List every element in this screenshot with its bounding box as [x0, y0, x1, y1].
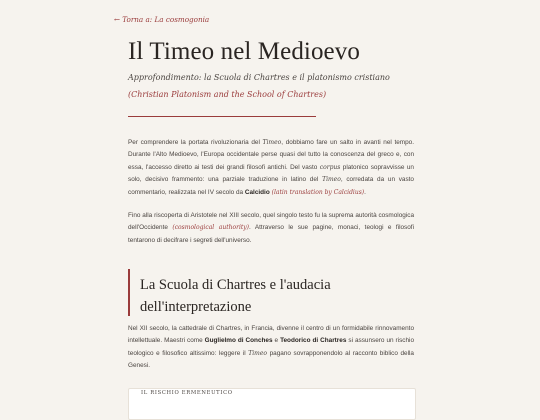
paragraph-aristotle: Fino alla riscoperta di Aristotele nel XIII secolo, quel singolo testo fu la suprema autorità cosmologica dell'Occidente (cosmological authority). Attraverso le sue pagine, monaci, teologi e filosofi tentarono di decifrare i segreti dell'universo. — [128, 212, 414, 244]
title-divider — [128, 116, 316, 117]
section-heading-block — [128, 269, 416, 316]
timeo-title: Timeo — [248, 349, 268, 357]
page-title: Il Timeo nel Medioevo — [128, 38, 360, 65]
page-subtitle-english: (Christian Platonism and the School of Chartres) — [128, 90, 327, 99]
calcidio-name: Calcidio — [244, 188, 270, 196]
paragraph-intro: Per comprendere la portata rivoluzionaria del Timeo, dobbiamo fare un salto in avanti nel tempo. Durante l'Alto Medioevo, l'Europa occidentale perse quasi del tutto la conoscenza del greco e, con essa, l'accesso diretto ai testi dei grandi filosofi antichi. Del vasto corpus platonico sopravvisse un solo, decisivo frammento: una parziale traduzione in latino del Timeo, corredata da un vasto commentario, realizzata nel IV secolo da Calcidio (latin translation by Calcidius). — [128, 139, 414, 196]
guglielmo-name: Guglielmo di Conches — [204, 337, 273, 345]
card-label: IL RISCHIO ERMENEUTICO — [141, 390, 233, 396]
page-subtitle: Approfondimento: la Scuola di Chartres e il platonismo cristiano — [128, 73, 390, 82]
timeo-title: Timeo — [322, 176, 341, 184]
paragraph-chartres: Nel XII secolo, la cattedrale di Chartres, in Francia, divenne il centro di un formidabile rinnovamento intellettuale. Maestri come Guglielmo di Conches e Teodorico di Chartres si assunsero un rischio teologico e filosofico altissimo: leggere il Timeo pagano sovrapponendolo al racconto biblico della Genesi. — [128, 325, 415, 370]
back-link[interactable]: ← Torna a: La cosmogonia — [114, 15, 210, 24]
cosmological-authority-note: (cosmological authority) — [172, 224, 250, 232]
section-heading: La Scuola di Chartres e l'audacia dell'interpretazione — [140, 277, 331, 315]
teodorico-name: Teodorico di Chartres — [280, 337, 347, 345]
timeo-title: Timeo — [262, 139, 282, 146]
corpus-term: corpus — [319, 163, 341, 171]
calcidio-translation-note: (latin translation by Calcidius) — [269, 188, 365, 196]
